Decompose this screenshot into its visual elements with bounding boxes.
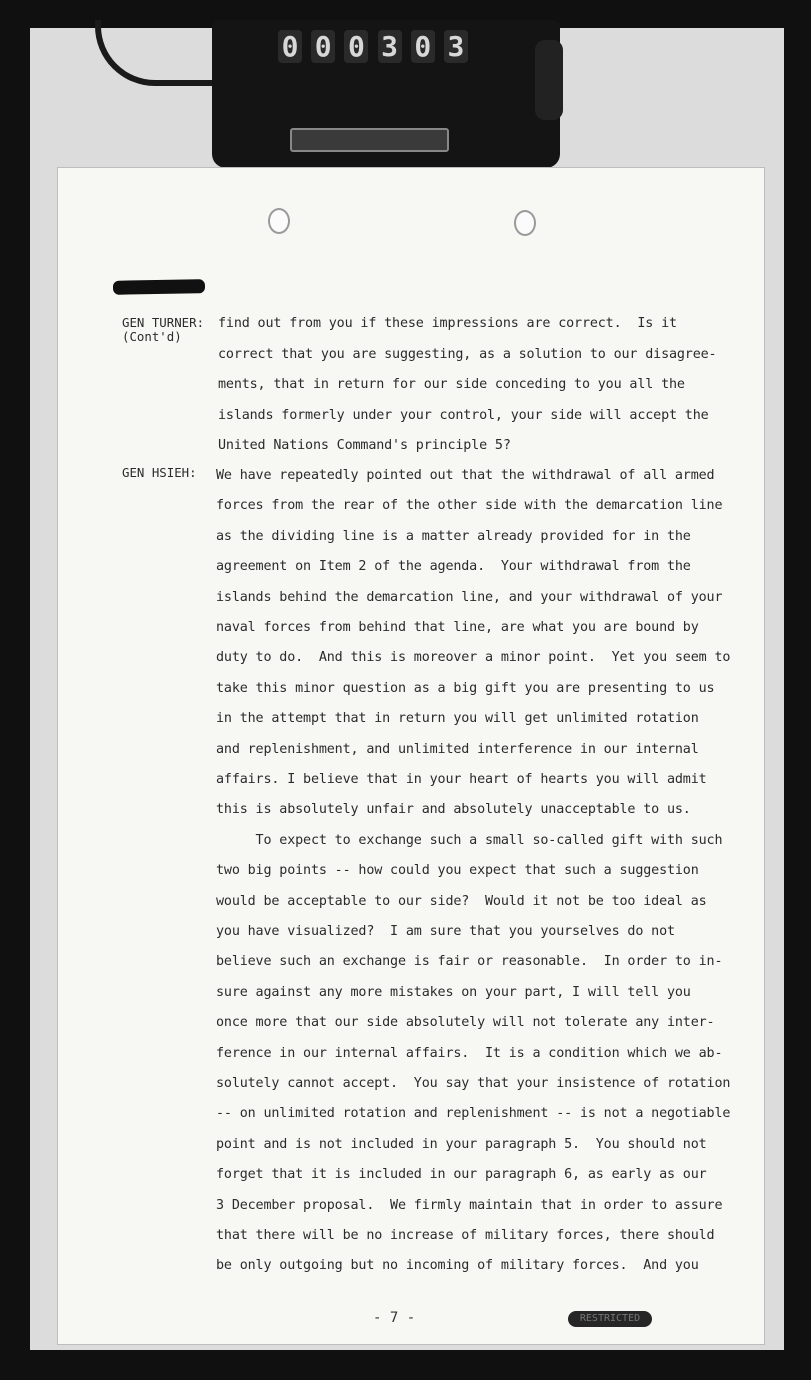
text-line: correct that you are suggesting, as a solution to our disagree- [218,346,717,362]
text-line: affairs. I believe that in your heart of hearts you will admit [216,772,707,787]
text-line: United Nations Command's principle 5? [218,438,511,453]
text-line: agreement on Item 2 of the agenda. Your withdrawal from the [216,559,691,575]
counter-digit: 0 [411,30,435,63]
text-line: sure against any more mistakes on your part, I will tell you [216,984,691,1000]
text-line: naval forces from behind that line, are what you are bound by [216,620,699,635]
counter-digit: 0 [311,30,335,63]
text-line: point and is not included in your paragraph 5. You should not [216,1136,707,1152]
text-line: believe such an exchange is fair or reasonable. In order to in- [216,954,723,970]
text-line: would be acceptable to our side? Would it not be too ideal as [216,893,707,909]
text-line: and replenishment, and unlimited interference in our internal [216,741,699,757]
counter-slot [290,128,449,152]
text-line: forces from the rear of the other side with the demarcation line [216,498,723,514]
text-line: ference in our internal affairs. It is a condition which we ab- [216,1045,723,1061]
text-line: once more that our side absolutely will not tolerate any inter- [216,1015,715,1031]
text-line: islands behind the demarcation line, and your withdrawal of your [216,589,723,605]
punch-hole-left [268,208,290,234]
document-page [58,168,764,1344]
text-line: find out from you if these impressions are correct. Is it [218,316,677,331]
text-line: ments, that in return for our side conceding to you all the [218,377,685,392]
text-line: duty to do. And this is moreover a minor point. Yet you seem to [216,650,731,666]
text-line: this is absolutely unfair and absolutely unacceptable to us. [216,802,691,818]
text-line: take this minor question as a big gift you are presenting to us [216,680,715,696]
redaction-bar [113,279,205,295]
text-line: -- on unlimited rotation and replenishment -- is not a negotiable [216,1106,731,1122]
text-line: in the attempt that in return you will get unlimited rotation [216,711,699,727]
speaker-label-contd: (Cont'd) [122,329,182,344]
text-line: We have repeatedly pointed out that the withdrawal of all armed [216,468,715,483]
text-line: as the dividing line is a matter already provided for in the [216,528,691,544]
text-line: To expect to exchange such a small so-called gift with such [216,832,723,848]
text-line: you have visualized? I am sure that you yourselves do not [216,924,675,939]
classification-stamp: RESTRICTED [568,1311,652,1327]
counter-digits [278,30,468,62]
page-number: - 7 - [373,1310,416,1326]
counter-knob [535,40,563,120]
speaker-label-hsieh: GEN HSIEH: [122,465,197,480]
text-line: two big points -- how could you expect that such a suggestion [216,863,699,879]
text-line: 3 December proposal. We firmly maintain that in order to assure [216,1197,723,1213]
text-line: solutely cannot accept. You say that your insistence of rotation [216,1076,731,1091]
punch-hole-right [514,210,536,236]
counter-digit: 0 [278,30,302,63]
counter-digit: 3 [444,30,468,63]
text-line: that there will be no increase of military forces, there should [216,1228,715,1243]
text-line: be only outgoing but no incoming of military forces. And you [216,1258,699,1274]
counter-digit: 3 [378,30,402,63]
text-line: forget that it is included in our paragraph 6, as early as our [216,1167,707,1183]
speaker-label-turner: GEN TURNER: [122,315,205,330]
text-line: islands formerly under your control, your side will accept the [218,407,709,423]
counter-digit: 0 [344,30,368,63]
